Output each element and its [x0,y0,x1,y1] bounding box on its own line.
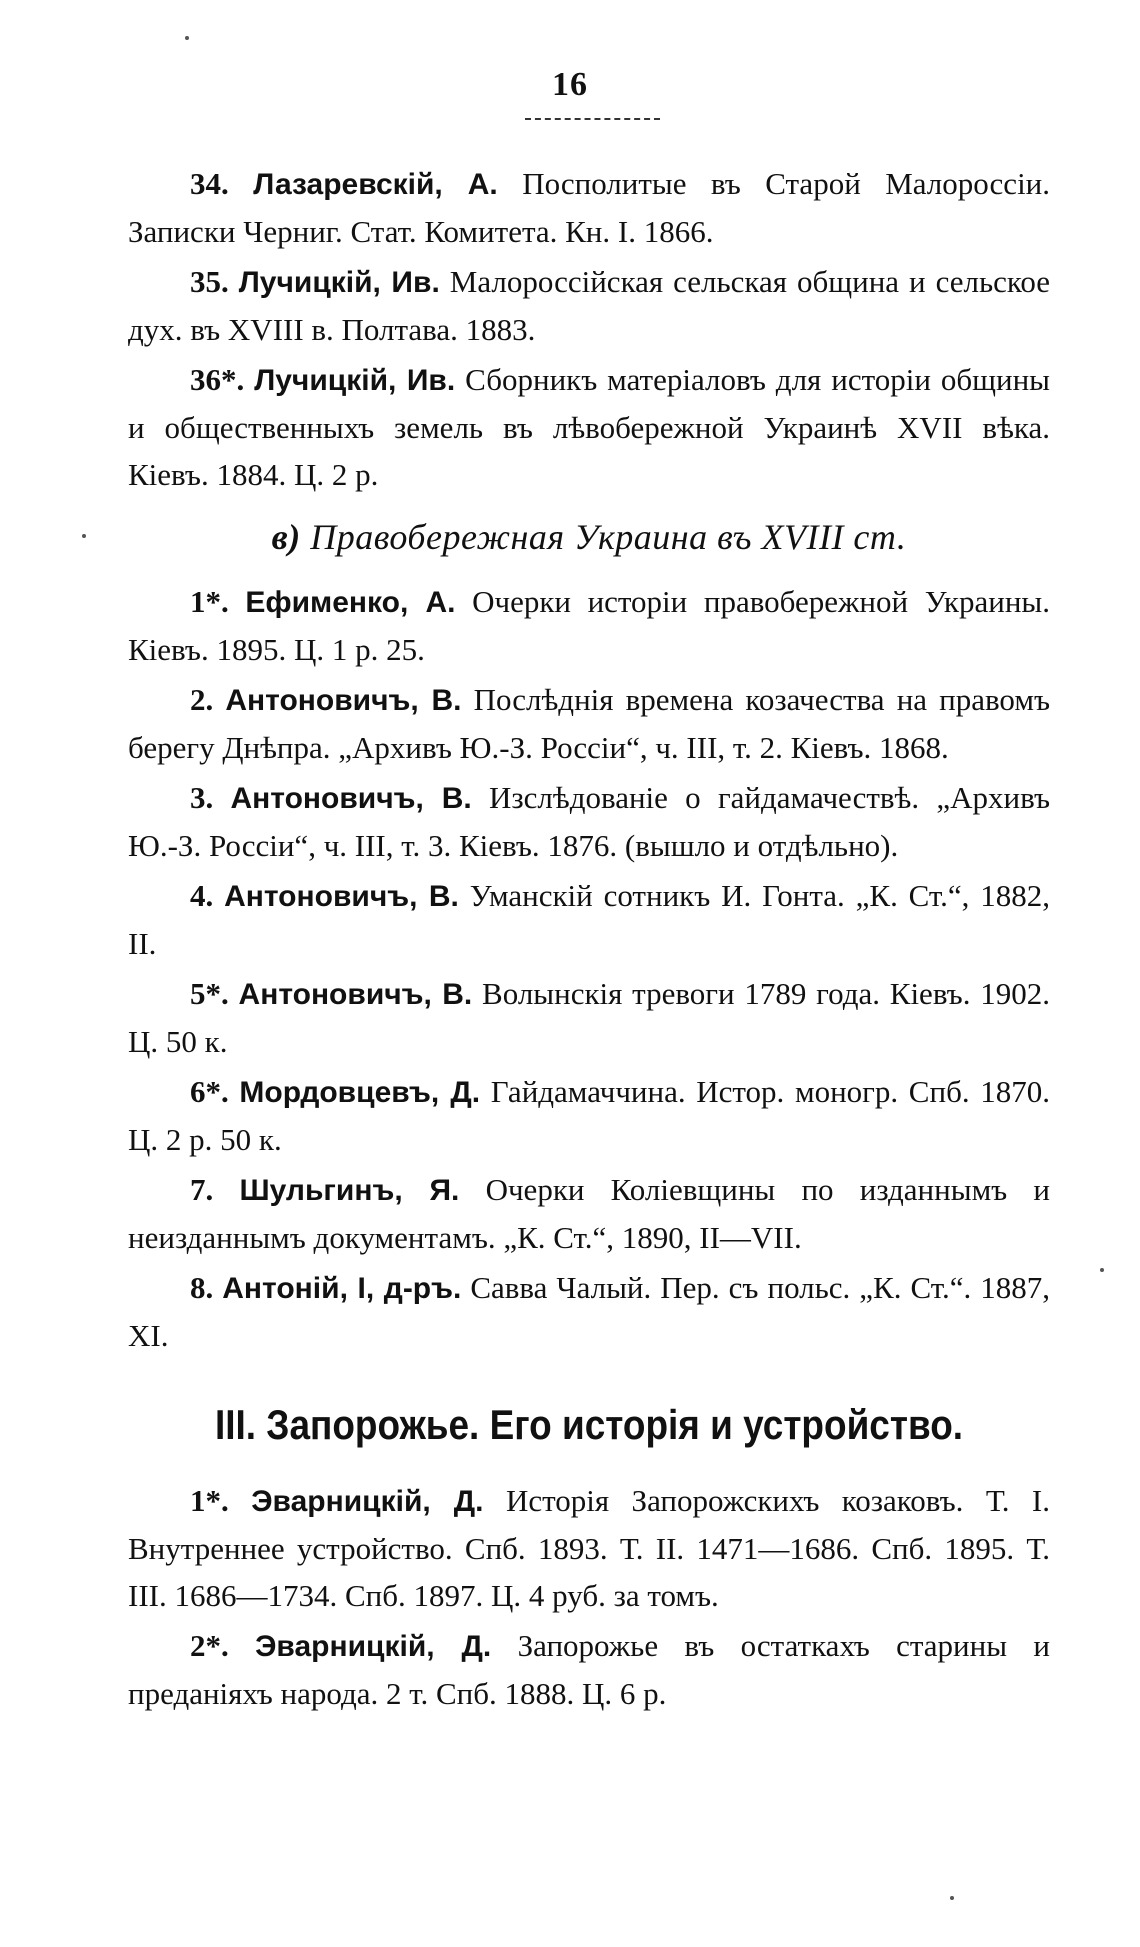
bibliography-entry [128,1622,1050,1717]
entry-number: 7. [190,1172,214,1207]
section-heading: III. Запорожье. Его исторія и устройство. [214,1401,964,1448]
entry-text: Изслѣдованіе о гайдамачествѣ. „Архивъ Ю.-З. Россіи“, ч. III, т. 3. Кіевъ. 1876. (вышло и отдѣльно). [128,780,1051,863]
entry-list-section-3 [128,1477,1050,1717]
bibliography-entry [128,676,1050,771]
entry-number: 1*. [190,1483,229,1518]
print-speck [185,36,189,40]
entry-text: Гайдамаччина. Истор. моногр. Спб. 1870. Ц. 2 р. 50 к. [128,1074,1051,1157]
entry-number: 1*. [190,584,229,619]
entry-author: Антоновичъ, В. [238,978,473,1011]
entry-author: Мордовцевъ, Д. [239,1076,481,1109]
page-content [128,160,1050,1720]
entry-number: 35. [190,264,229,299]
entry-list-group-v [128,578,1050,1359]
bibliography-entry [128,1477,1050,1619]
bibliography-entry [128,160,1050,255]
entry-text: Очерки Коліевщины по изданнымъ и неизданнымъ документамъ. „К. Ст.“, 1890, II—VII. [128,1172,1051,1255]
subsection-letter: в) [271,517,301,557]
bibliography-entry [128,970,1050,1065]
entry-author: Антоновичъ, В. [224,880,459,913]
entry-text: Запорожье въ остаткахъ старины и преданіяхъ народа. 2 т. Спб. 1888. Ц. 6 р. [128,1628,1050,1711]
bibliography-entry [128,872,1050,967]
entry-text: Сборникъ матеріаловъ для исторіи общины и общественныхъ земель въ лѣвобережной Украинѣ XVII вѣка. Кіевъ. 1884. Ц. 2 р. [128,362,1051,492]
print-speck [82,534,86,538]
bibliography-entry [128,578,1050,673]
entry-author: Антоній, I, д-ръ. [222,1272,462,1305]
subsection-heading [128,512,1050,562]
entry-author: Лучицкій, Ив. [238,266,440,299]
entry-author: Антоновичъ, В. [230,782,472,815]
entry-author: Шульгинъ, Я. [239,1174,460,1207]
bibliography-entry [128,1264,1050,1359]
entry-text: Послѣднія времена козачества на правомъ берегу Днѣпра. „Архивъ Ю.-З. Россіи“, ч. III, т. 2. Кіевъ. 1868. [128,682,1050,765]
entry-list-group-b [128,160,1050,498]
bibliography-entry [128,1068,1050,1163]
entry-author: Эварницкій, Д. [251,1485,484,1518]
entry-number: 4. [190,878,214,913]
entry-author: Лучицкій, Ив. [254,364,456,397]
print-speck [1100,1268,1104,1272]
entry-number: 6*. [190,1074,229,1109]
entry-number: 2. [190,682,214,717]
entry-number: 36*. [190,362,245,397]
bibliography-entry [128,774,1050,869]
entry-number: 2*. [190,1628,229,1663]
bibliography-entry [128,1166,1050,1261]
entry-text: Волынскія тревоги 1789 года. Кіевъ. 1902. Ц. 50 к. [128,976,1050,1059]
bibliography-entry [128,258,1050,353]
page-number: 16 [552,66,588,103]
entry-number: 5*. [190,976,229,1011]
entry-author: Лазаревскій, А. [253,168,498,201]
entry-text: Посполитые въ Старой Малороссіи. Записки Черниг. Стат. Комитета. Кн. I. 1866. [128,166,1051,249]
entry-author: Эварницкій, Д. [255,1630,492,1663]
entry-number: 8. [190,1270,214,1305]
entry-text: Савва Чалый. Пер. съ польс. „К. Ст.“. 1887, XI. [128,1270,1050,1353]
entry-text: Очерки исторіи правобережной Украины. Кіевъ. 1895. Ц. 1 р. 25. [128,584,1050,667]
entry-author: Ефименко, А. [245,586,456,619]
subsection-title: Правобережная Украина въ XVIII ст. [310,517,907,557]
entry-author: Антоновичъ, В. [225,684,462,717]
print-speck [950,1896,954,1900]
entry-text: Исторія Запорожскихъ козаковъ. Т. I. Внутреннее устройство. Спб. 1893. Т. II. 1471—1686. Спб. 1895. Т. III. 1686—1734. Спб. 1897. Ц. 4 руб. за томъ. [128,1483,1050,1613]
entry-text: Уманскій сотникъ И. Гонта. „К. Ст.“, 1882, II. [128,878,1050,961]
entry-number: 34. [190,166,229,201]
entry-text: Малороссійская сельская община и сельское дух. въ XVIII в. Полтава. 1883. [128,264,1050,347]
bibliography-entry [128,356,1050,498]
page-number-rule [525,118,660,120]
entry-number: 3. [190,780,214,815]
